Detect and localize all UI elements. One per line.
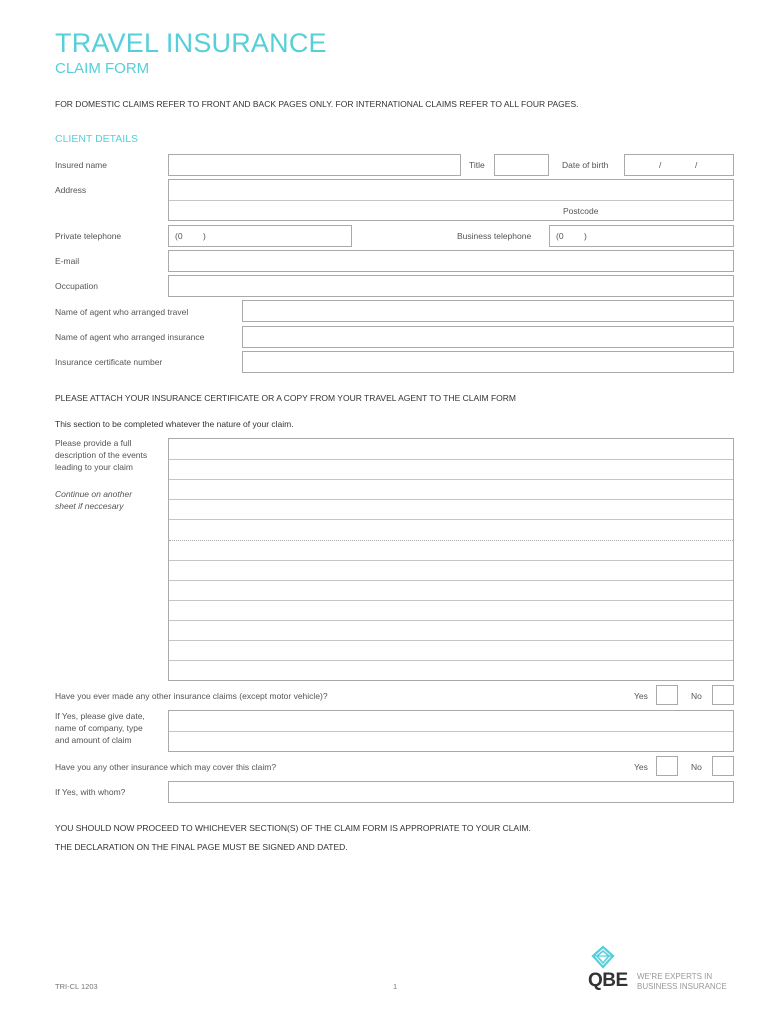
certificate-number-field[interactable] <box>242 351 734 373</box>
address-label: Address <box>55 185 87 195</box>
agent-insurance-field[interactable] <box>242 326 734 348</box>
other-insurance-no-checkbox[interactable] <box>712 756 734 776</box>
agent-travel-field[interactable] <box>242 300 734 322</box>
page-number: 1 <box>393 982 398 991</box>
agent-travel-label: Name of agent who arranged travel <box>55 307 189 317</box>
declaration-notice: THE DECLARATION ON THE FINAL PAGE MUST BE SIGNED AND DATED. <box>55 842 348 852</box>
other-claims-question: Have you ever made any other insurance claims (except motor vehicle)? <box>55 691 328 701</box>
form-code: TRI-CL 1203 <box>55 982 98 991</box>
form-subtitle: CLAIM FORM <box>55 60 150 77</box>
business-tel-close: ) <box>584 231 587 241</box>
insured-name-label: Insured name <box>55 160 107 170</box>
continue-note: Continue on another sheet if neccesary <box>55 489 133 511</box>
postcode-label: Postcode <box>563 206 599 216</box>
occupation-label: Occupation <box>55 281 98 291</box>
email-label: E-mail <box>55 256 80 266</box>
qbe-logo-icon <box>590 945 616 969</box>
other-claims-no-checkbox[interactable] <box>712 685 734 705</box>
other-claims-no-label: No <box>691 691 702 701</box>
section-heading-client-details: CLIENT DETAILS <box>55 133 139 145</box>
occupation-field[interactable] <box>168 275 734 297</box>
section-note: This section to be completed whatever the nature of your claim. <box>55 419 294 429</box>
form-title: TRAVEL INSURANCE <box>55 28 327 58</box>
email-field[interactable] <box>168 250 734 272</box>
business-telephone-label: Business telephone <box>457 231 532 241</box>
other-insurance-yes-checkbox[interactable] <box>656 756 678 776</box>
insured-name-field[interactable] <box>168 154 461 176</box>
private-telephone-field[interactable] <box>168 225 352 247</box>
attach-notice: PLEASE ATTACH YOUR INSURANCE CERTIFICATE OR A COPY FROM YOUR TRAVEL AGENT TO THE CLAIM FORM <box>55 393 516 403</box>
proceed-notice: YOU SHOULD NOW PROCEED TO WHICHEVER SECTION(S) OF THE CLAIM FORM IS APPROPRIATE TO YOUR CLAIM. <box>55 823 531 833</box>
claim-details-label: If Yes, please give date, name of company, type and amount of claim <box>55 711 145 745</box>
title-label: Title <box>469 160 485 170</box>
tagline: WE'RE EXPERTS IN BUSINESS INSURANCE <box>637 972 727 991</box>
with-whom-label: If Yes, with whom? <box>55 787 126 797</box>
other-claims-yes-checkbox[interactable] <box>656 685 678 705</box>
dob-label: Date of birth <box>562 160 609 170</box>
private-telephone-label: Private telephone <box>55 231 122 241</box>
business-tel-prefix: (0 <box>556 231 564 241</box>
other-claims-yes-label: Yes <box>634 691 648 701</box>
other-insurance-no-label: No <box>691 762 702 772</box>
dob-field[interactable] <box>624 154 734 176</box>
certificate-number-label: Insurance certificate number <box>55 357 163 367</box>
private-tel-prefix: (0 <box>175 231 183 241</box>
claim-details-field[interactable] <box>168 710 734 752</box>
description-field[interactable] <box>168 438 734 681</box>
intro-text: FOR DOMESTIC CLAIMS REFER TO FRONT AND BACK PAGES ONLY. FOR INTERNATIONAL CLAIMS REFER TO ALL FOUR PAGES. <box>55 99 579 109</box>
qbe-logo-text: QBE <box>588 970 628 991</box>
agent-insurance-label: Name of agent who arranged insurance <box>55 332 205 342</box>
address-field[interactable] <box>168 179 734 221</box>
dob-separator: / <box>659 160 662 170</box>
other-insurance-question: Have you any other insurance which may cover this claim? <box>55 762 277 772</box>
description-label: Please provide a full description of the events leading to your claim <box>55 438 148 472</box>
business-telephone-field[interactable] <box>549 225 734 247</box>
dob-separator: / <box>695 160 698 170</box>
title-field[interactable] <box>494 154 549 176</box>
with-whom-field[interactable] <box>168 781 734 803</box>
other-insurance-yes-label: Yes <box>634 762 648 772</box>
private-tel-close: ) <box>203 231 206 241</box>
